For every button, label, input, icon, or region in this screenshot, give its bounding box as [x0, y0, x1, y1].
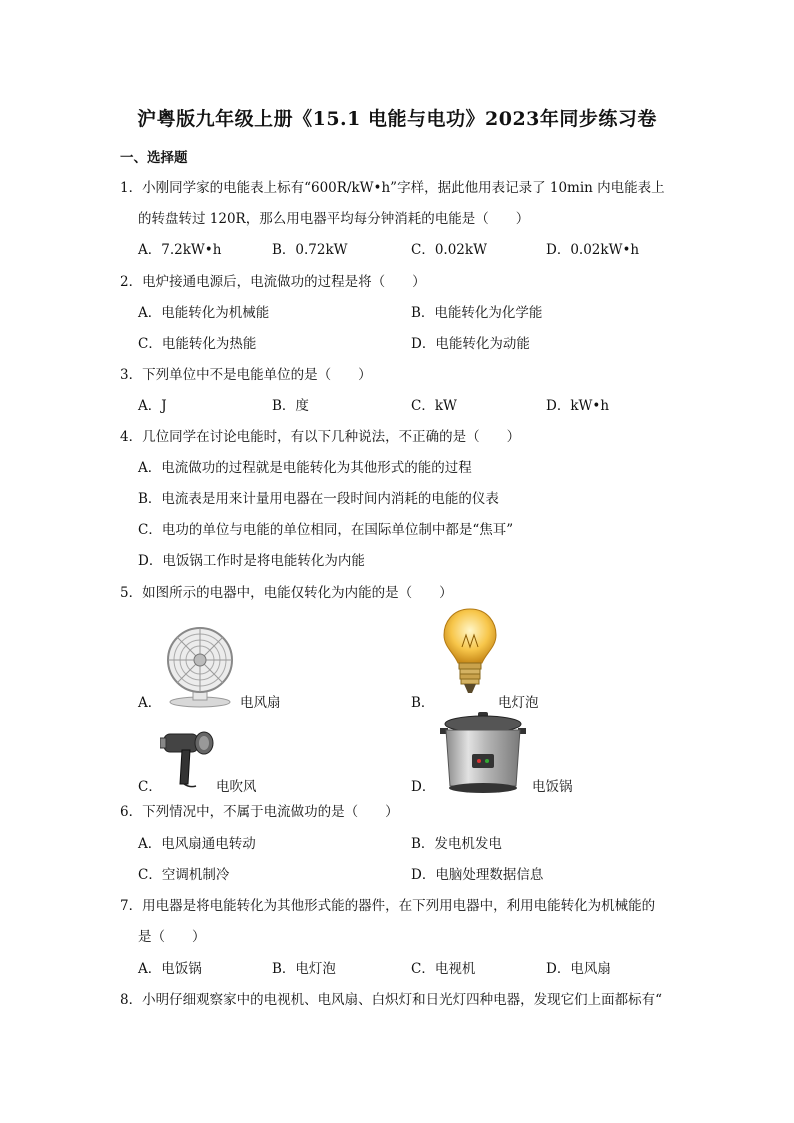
q6-option-c: C．空调机制冷 [138, 867, 230, 883]
q4-option-a: A．电流做功的过程就是电能转化为其他形式的能的过程 [138, 460, 472, 476]
q3-option-d: D．kW•h [546, 398, 610, 414]
page-title: 沪粤版九年级上册《15.1 电能与电功》2023年同步练习卷 [137, 108, 657, 130]
question-7-line-2: 是（ ） [138, 929, 206, 945]
q3-option-c: C．kW [411, 398, 457, 414]
q2-option-c: C．电能转化为热能 [138, 336, 257, 352]
q1-option-a: A．7.2kW•h [138, 242, 222, 258]
question-6-line-1: 6．下列情况中，不属于电流做功的是（ ） [120, 804, 399, 820]
q1-option-c: C．0.02kW [411, 242, 487, 258]
q1-option-d: D．0.02kW•h [546, 242, 640, 258]
light-bulb-icon [442, 607, 498, 699]
q4-option-d: D．电饭锅工作时是将电能转化为内能 [138, 553, 365, 569]
q5-caption-b: 电灯泡 [498, 695, 539, 711]
hair-dryer-icon [160, 728, 216, 790]
question-2-line-1: 2．电炉接通电源后，电流做功的过程是将（ ） [120, 274, 426, 290]
question-5-line-1: 5．如图所示的电器中，电能仅转化为内能的是（ ） [120, 585, 453, 601]
q7-option-c: C．电视机 [411, 961, 476, 977]
fan-icon [160, 624, 240, 708]
q4-option-b: B．电流表是用来计量用电器在一段时间内消耗的电能的仪表 [138, 491, 499, 507]
q3-option-b: B．度 [272, 398, 309, 414]
q5-caption-d: 电饭锅 [532, 779, 573, 795]
question-8-line-1: 8．小明仔细观察家中的电视机、电风扇、白炽灯和日光灯四种电器，发现它们上面都标有“ [120, 992, 662, 1008]
q5-option-d: D． [411, 779, 436, 795]
q5-option-a: A． [138, 695, 162, 711]
q6-option-b: B．发电机发电 [411, 836, 502, 852]
q5-caption-a: 电风扇 [240, 695, 281, 711]
section-heading: 一、选择题 [120, 150, 188, 166]
q2-option-d: D．电能转化为动能 [411, 336, 530, 352]
question-1-line-1: 1．小刚同学家的电能表上标有“600R/kW•h”字样，据此他用表记录了 10min 内电能表上 [120, 180, 665, 196]
q5-caption-c: 电吹风 [216, 779, 257, 795]
q2-option-b: B．电能转化为化学能 [411, 305, 543, 321]
q2-option-a: A．电能转化为机械能 [138, 305, 270, 321]
rice-cooker-icon [436, 712, 530, 794]
q6-option-a: A．电风扇通电转动 [138, 836, 256, 852]
q4-option-c: C．电功的单位与电能的单位相同，在国际单位制中都是“焦耳” [138, 522, 514, 538]
q7-option-b: B．电灯泡 [272, 961, 336, 977]
q6-option-d: D．电脑处理数据信息 [411, 867, 544, 883]
q7-option-d: D．电风扇 [546, 961, 611, 977]
q1-option-b: B．0.72kW [272, 242, 348, 258]
question-1-line-2: 的转盘转过 120R，那么用电器平均每分钟消耗的电能是（ ） [138, 211, 530, 227]
q7-option-a: A．电饭锅 [138, 961, 202, 977]
question-7-line-1: 7．用电器是将电能转化为其他形式能的器件，在下列用电器中，利用电能转化为机械能的 [120, 898, 656, 914]
q5-option-c: C． [138, 779, 162, 795]
question-3-line-1: 3．下列单位中不是电能单位的是（ ） [120, 367, 372, 383]
q5-option-b: B． [411, 695, 435, 711]
q3-option-a: A．J [138, 398, 167, 414]
question-4-line-1: 4．几位同学在讨论电能时，有以下几种说法，不正确的是（ ） [120, 429, 521, 445]
